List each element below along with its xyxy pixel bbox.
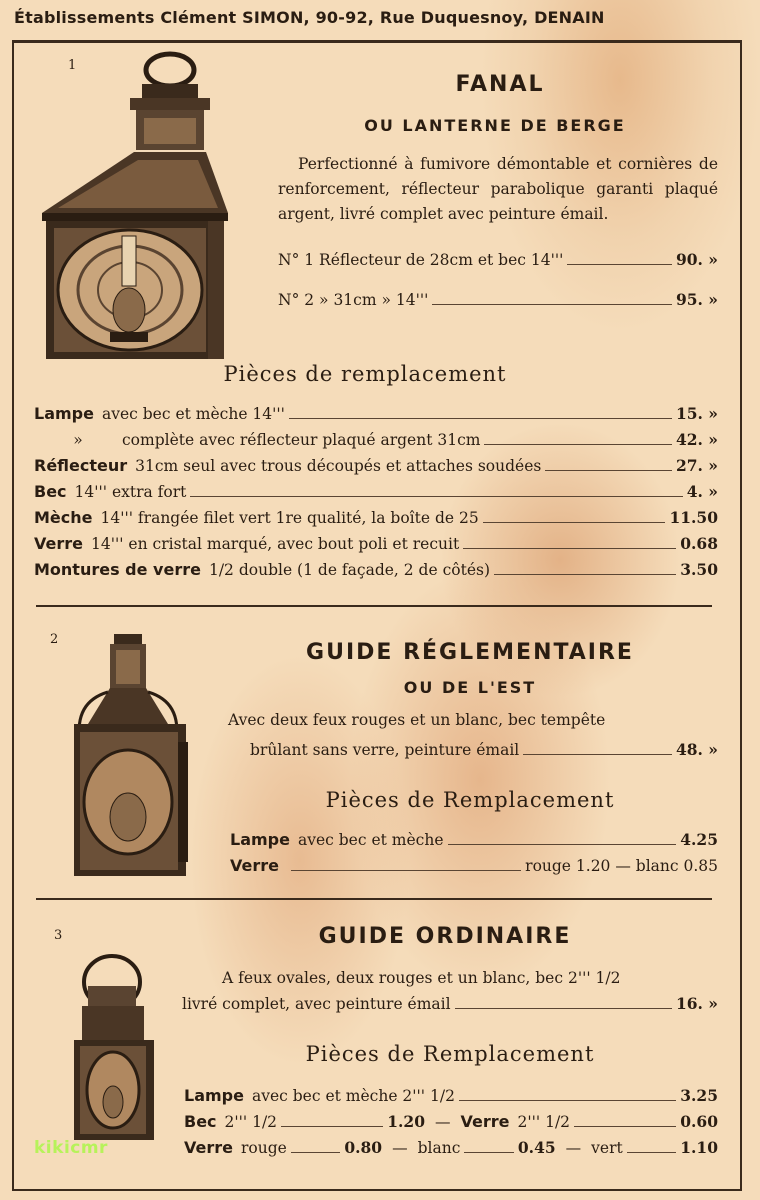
part-price: 27. »: [675, 456, 718, 475]
part-desc: vert: [591, 1139, 623, 1157]
separator-dash: —: [392, 1139, 408, 1157]
fanal-model-1-text: N° 1 Réflecteur de 28cm et bec 14''': [278, 251, 564, 269]
leader-line: [291, 869, 521, 871]
part-desc: 14''' frangée filet vert 1re qualité, la boîte de 25: [100, 509, 479, 527]
guide-reglementaire-parts-title: Pièces de Remplacement: [325, 788, 615, 812]
guide-reglementaire-title: GUIDE RÉGLEMENTAIRE: [306, 640, 634, 665]
fanal-subtitle: OU LANTERNE DE BERGE: [364, 116, 626, 135]
fanal-model-2: [278, 290, 718, 309]
part-price: 0.80: [344, 1138, 383, 1157]
part-desc: 2''' 1/2: [224, 1113, 278, 1131]
part-desc: 14''' en cristal marqué, avec bout poli et recuit: [91, 535, 460, 553]
guide-ordinaire-desc-2: livré complet, avec peinture émail: [182, 995, 451, 1013]
part-price: 0.60: [680, 1112, 718, 1131]
part-name: Lampe: [230, 830, 290, 849]
section-divider: [36, 605, 712, 607]
part-desc: avec bec et mèche 14''': [101, 405, 285, 423]
part-price: 3.25: [680, 1086, 718, 1105]
fanal-part-row: [34, 560, 718, 579]
part-price: 0.45: [517, 1138, 556, 1157]
leader-line: [567, 263, 672, 265]
guide-ordinaire-verre-row: [184, 1138, 718, 1157]
part-name: Lampe: [34, 404, 94, 423]
fanal-part-row: [34, 456, 718, 475]
guide-reglementaire-desc-1: Avec deux feux rouges et un blanc, bec tempête: [228, 711, 606, 729]
fanal-model-1-price: 90. »: [675, 250, 718, 269]
leader-line: [484, 443, 671, 445]
guide-ordinaire-title: GUIDE ORDINAIRE: [318, 924, 572, 949]
part-price: 42. »: [675, 430, 718, 449]
guide-ordinaire-price-row: [182, 994, 718, 1013]
part-price: 4. »: [686, 482, 718, 501]
part-price: 4.25: [680, 830, 718, 849]
guide-reglementaire-desc-2: brûlant sans verre, peinture émail: [250, 741, 520, 759]
leader-line: [281, 1125, 383, 1127]
leader-line: [545, 469, 672, 471]
leader-line: [494, 573, 676, 575]
guide-ordinaire-price: 16. »: [675, 994, 718, 1013]
guide-ordinaire-parts-title: Pièces de Remplacement: [305, 1042, 595, 1066]
fanal-part-row: [34, 534, 718, 553]
part-prices: rouge 1.20 — blanc 0.85: [525, 857, 718, 875]
part-name: Mèche: [34, 508, 93, 527]
watermark: kikicmr: [34, 1138, 108, 1158]
part-name: Réflecteur: [34, 456, 128, 475]
fanal-part-row: [34, 404, 718, 423]
fanal-part-row: [34, 508, 718, 527]
leader-line: [574, 1125, 676, 1127]
fanal-title: FANAL: [455, 72, 545, 97]
leader-line: [432, 303, 672, 305]
leader-line: [459, 1099, 676, 1101]
part-name: Bec: [184, 1112, 217, 1131]
fanal-part-row: [34, 482, 718, 501]
separator-dash: —: [435, 1113, 451, 1131]
part-price: 15. »: [675, 404, 718, 423]
fanal-part-row: [34, 430, 718, 449]
part-name: »: [73, 431, 83, 449]
part-name: Verre: [460, 1112, 510, 1131]
separator-dash: —: [565, 1139, 582, 1157]
part-desc: avec bec et mèche 2''' 1/2: [251, 1087, 455, 1105]
item-number-3: 3: [54, 928, 63, 943]
guide-reglementaire-price: 48. »: [675, 740, 718, 759]
fanal-model-1: [278, 250, 718, 269]
guide-reglementaire-price-row: [250, 740, 718, 759]
part-desc: rouge: [241, 1139, 287, 1157]
leader-line: [289, 417, 672, 419]
part-name: Verre: [34, 534, 83, 553]
part-price: 1.20: [387, 1112, 426, 1131]
guide-reglementaire-lantern-illustration: [68, 632, 192, 880]
part-name: Bec: [34, 482, 67, 501]
fanal-lantern-illustration: [38, 48, 230, 360]
leader-line: [463, 547, 676, 549]
fanal-model-2-price: 95. »: [675, 290, 718, 309]
part-desc: 2''' 1/2: [517, 1113, 571, 1131]
part-name: Lampe: [184, 1086, 244, 1105]
part-name: Verre: [230, 856, 279, 875]
section-divider: [36, 898, 712, 900]
guide-ordinaire-lantern-illustration: [68, 952, 158, 1142]
leader-line: [627, 1151, 677, 1153]
part-price: 11.50: [669, 508, 718, 527]
fanal-parts-title: Pièces de remplacement: [223, 362, 507, 386]
leader-line: [448, 843, 677, 845]
leader-line: [523, 753, 672, 755]
leader-line: [483, 521, 666, 523]
guide-reglementaire-verre-row: [230, 856, 718, 875]
part-price: 3.50: [680, 560, 718, 579]
page-header: Établissements Clément SIMON, 90-92, Rue Duquesnoy, DENAIN: [14, 8, 605, 27]
part-desc: 1/2 double (1 de façade, 2 de côtés): [208, 561, 490, 579]
part-price: 0.68: [680, 534, 718, 553]
part-desc: 14''' extra fort: [74, 483, 187, 501]
leader-line: [455, 1007, 672, 1009]
guide-ordinaire-bec-verre-row: [184, 1112, 718, 1131]
guide-reglementaire-lampe-row: [230, 830, 718, 849]
leader-line: [291, 1151, 341, 1153]
guide-reglementaire-subtitle: OU DE L'EST: [403, 678, 537, 697]
part-desc: blanc: [417, 1139, 461, 1157]
leader-line: [464, 1151, 514, 1153]
part-desc: avec bec et mèche: [297, 831, 444, 849]
fanal-model-2-text: N° 2 » 31cm » 14''': [278, 291, 429, 309]
part-name: Verre: [184, 1138, 233, 1157]
item-number-1: 1: [68, 58, 77, 73]
guide-ordinaire-lampe-row: [184, 1086, 718, 1105]
part-desc: 31cm seul avec trous découpés et attaches soudées: [135, 457, 542, 475]
guide-ordinaire-desc-1: A feux ovales, deux rouges et un blanc, bec 2''' 1/2: [222, 969, 621, 987]
item-number-2: 2: [50, 632, 59, 647]
fanal-description: Perfectionné à fumivore démontable et cornières de renforcement, réflecteur parabolique garanti plaqué argent, livré complet avec peinture émail.: [278, 155, 718, 223]
part-desc: complète avec réflecteur plaqué argent 31cm: [122, 431, 481, 449]
part-price: 1.10: [680, 1138, 718, 1157]
leader-line: [190, 495, 682, 497]
part-name: Montures de verre: [34, 560, 201, 579]
